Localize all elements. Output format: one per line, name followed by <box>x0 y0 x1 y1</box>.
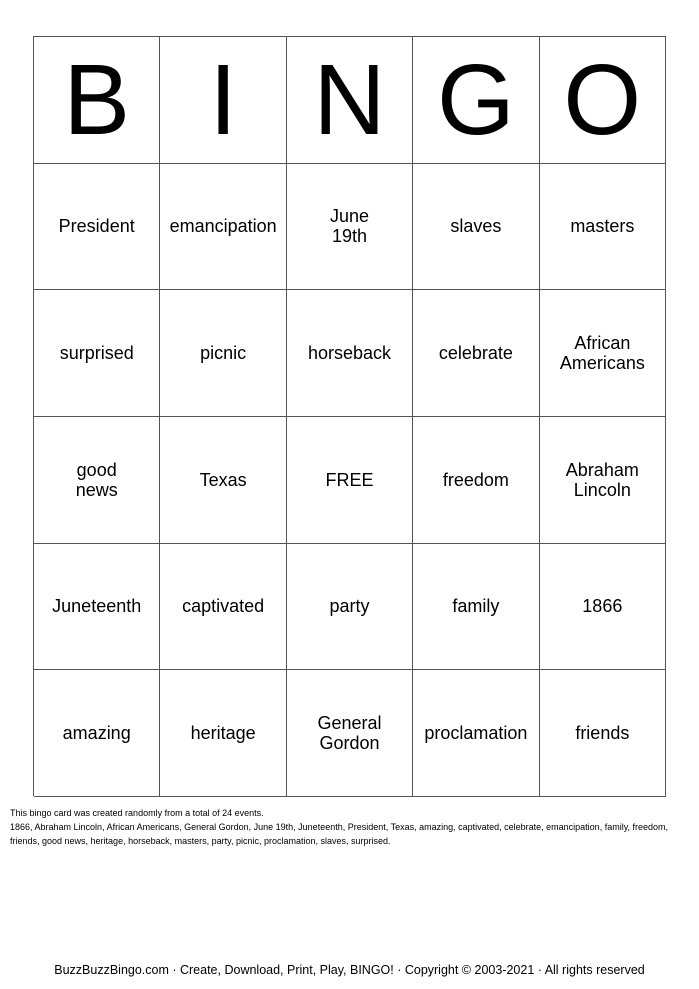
header-letter-b: B <box>34 37 160 164</box>
bingo-cell: good news <box>34 417 160 544</box>
bingo-cell: celebrate <box>413 290 539 417</box>
bingo-cell: friends <box>540 670 666 797</box>
bingo-cell: freedom <box>413 417 539 544</box>
card-summary: This bingo card was created randomly from a total of 24 events. <box>10 808 264 818</box>
header-letter-g: G <box>413 37 539 164</box>
bingo-cell: picnic <box>160 290 286 417</box>
bingo-cell: President <box>34 164 160 291</box>
bingo-card <box>33 36 666 796</box>
bingo-cell: amazing <box>34 670 160 797</box>
header-letter-n: N <box>287 37 413 164</box>
card-info <box>10 806 685 848</box>
bingo-row-1 <box>34 164 666 291</box>
bingo-cell: Texas <box>160 417 286 544</box>
bingo-cell: slaves <box>413 164 539 291</box>
header-letter-o: O <box>540 37 666 164</box>
bingo-cell: horseback <box>287 290 413 417</box>
bingo-cell: surprised <box>34 290 160 417</box>
bingo-cell: June 19th <box>287 164 413 291</box>
bingo-cell: Juneteenth <box>34 544 160 671</box>
copyright-notice: BuzzBuzzBingo.com · Create, Download, Print, Play, BINGO! · Copyright © 2003-2021 · All rights reserved <box>54 963 645 977</box>
bingo-cell: family <box>413 544 539 671</box>
bingo-cell: captivated <box>160 544 286 671</box>
bingo-row-5 <box>34 670 666 797</box>
bingo-row-4 <box>34 544 666 671</box>
bingo-cell: Abraham Lincoln <box>540 417 666 544</box>
bingo-cell: 1866 <box>540 544 666 671</box>
event-list: 1866, Abraham Lincoln, African Americans, General Gordon, June 19th, Juneteenth, President, Texas, amazing, captivated, celebrate, emancipation, family, freedom, friends, good news, heritage, horseback, masters, party, picnic, proclamation, slaves, surprised. <box>10 822 669 846</box>
bingo-cell: masters <box>540 164 666 291</box>
header-letter-i: I <box>160 37 286 164</box>
bingo-cell: emancipation <box>160 164 286 291</box>
bingo-header-row <box>34 37 666 164</box>
bingo-cell: proclamation <box>413 670 539 797</box>
bingo-row-3 <box>34 417 666 544</box>
free-space-cell: FREE <box>287 417 413 544</box>
bingo-row-2 <box>34 290 666 417</box>
bingo-cell: heritage <box>160 670 286 797</box>
bingo-cell: African Americans <box>540 290 666 417</box>
bingo-cell: party <box>287 544 413 671</box>
bingo-cell: General Gordon <box>287 670 413 797</box>
